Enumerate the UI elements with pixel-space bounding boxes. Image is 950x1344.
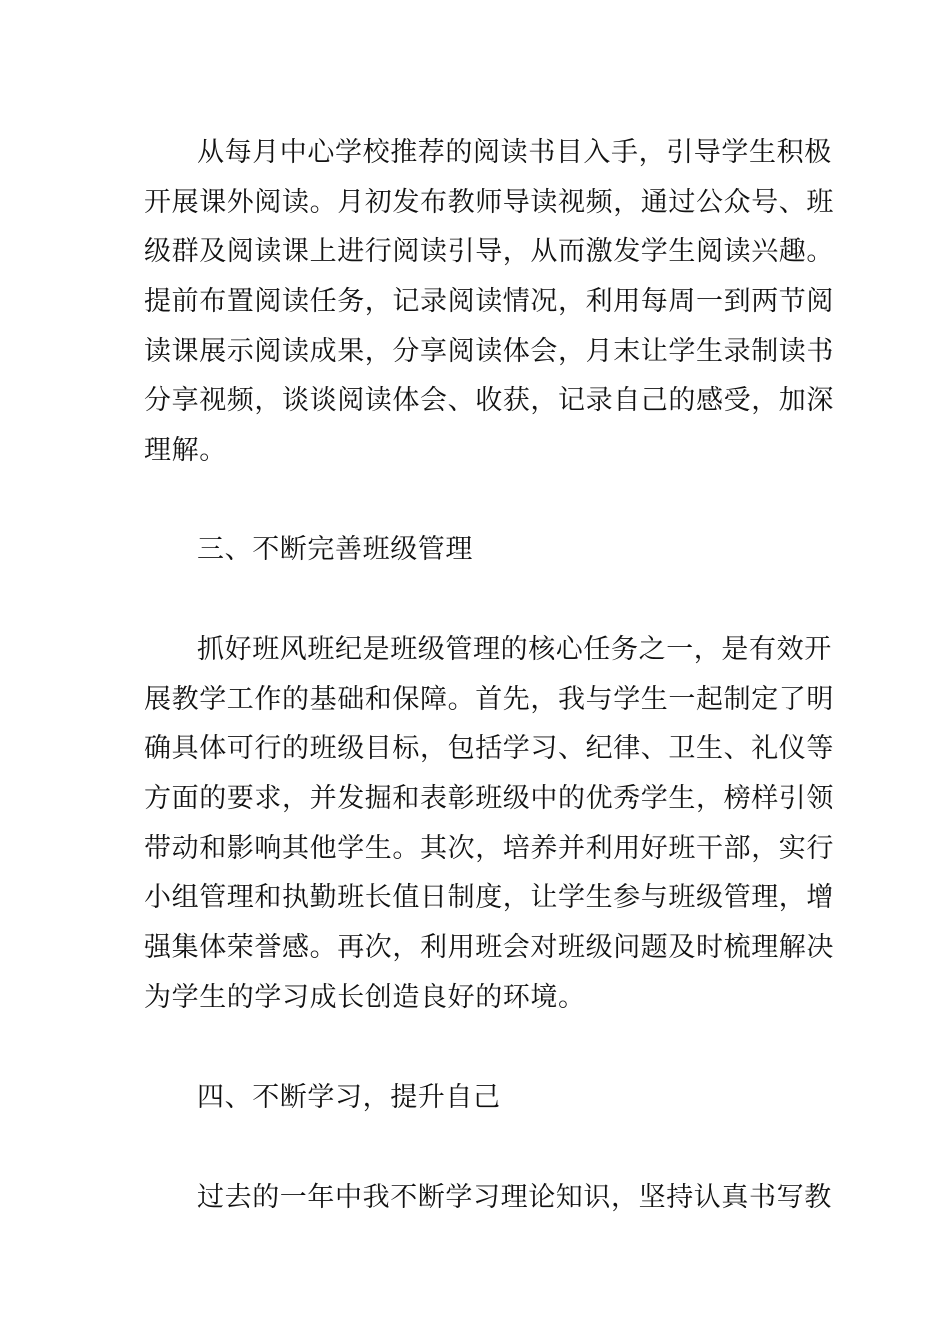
paragraph-line: 开展课外阅读。月初发布教师导读视频，通过公众号、班 [144,186,834,218]
paragraph-line: 从每月中心学校推荐的阅读书目入手，引导学生积极 [197,137,832,168]
section-heading-text: 四、不断学习，提升自己 [197,1082,501,1113]
section-heading-class-management [144,525,808,575]
paragraph-line: 级群及阅读课上进行阅读引导，从而激发学生阅读兴趣。 [144,236,834,268]
paragraph-line: 强集体荣誉感。再次，利用班会对班级问题及时梳理解决 [144,932,834,964]
section-heading-text: 三、不断完善班级管理 [197,534,473,565]
section-heading-self-improvement [144,1073,808,1123]
paragraph-line: 展教学工作的基础和保障。首先，我与学生一起制定了明 [144,683,834,715]
paragraph-line: 带动和影响其他学生。其次，培养并利用好班干部，实行 [144,832,834,864]
paragraph-line: 理解。 [144,435,227,467]
paragraph-line: 为学生的学习成长创造良好的环境。 [144,981,586,1013]
paragraph-reading-guidance [144,128,834,476]
paragraph-line: 分享视频，谈谈阅读体会、收获，记录自己的感受，加深 [144,385,834,417]
paragraph-line: 提前布置阅读任务，记录阅读情况，利用每周一到两节阅 [144,286,834,318]
paragraph-line: 确具体可行的班级目标，包括学习、纪律、卫生、礼仪等 [144,733,834,765]
paragraph-class-management [144,625,834,1023]
paragraph-continuous-learning [144,1173,832,1223]
paragraph-line: 小组管理和执勤班长值日制度，让学生参与班级管理，增 [144,882,834,914]
paragraph-line: 方面的要求，并发掘和表彰班级中的优秀学生，榜样引领 [144,783,834,815]
paragraph-line: 读课展示阅读成果，分享阅读体会，月末让学生录制读书 [144,335,834,367]
paragraph-line: 过去的一年中我不断学习理论知识，坚持认真书写教 [197,1182,832,1213]
paragraph-line: 抓好班风班纪是班级管理的核心任务之一，是有效开 [197,634,832,665]
